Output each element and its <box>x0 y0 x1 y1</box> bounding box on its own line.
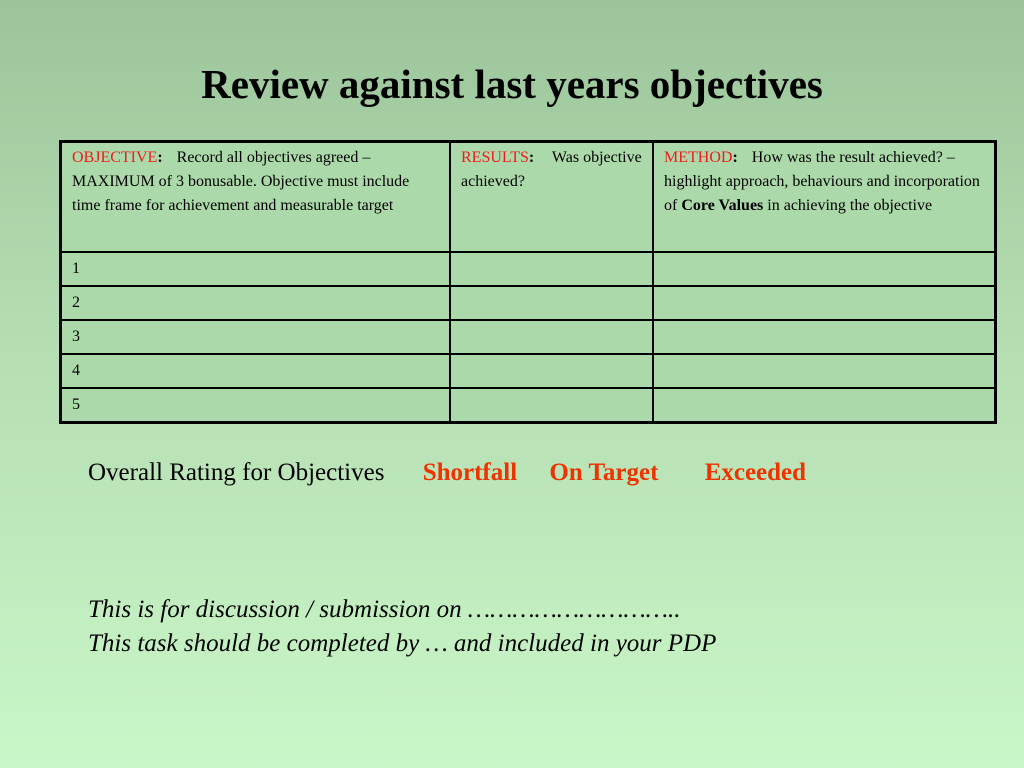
method-cell[interactable] <box>653 286 996 320</box>
method-cell[interactable] <box>653 388 996 423</box>
overall-rating-line <box>88 456 806 490</box>
results-cell[interactable] <box>450 320 653 354</box>
method-header-text: How was the result achieved? – highlight approach, behaviours and incorporation of <box>664 149 980 214</box>
objective-cell[interactable]: 5 <box>61 388 451 423</box>
table-row <box>61 252 996 286</box>
results-header-colon: : <box>528 149 535 166</box>
method-cell[interactable] <box>653 320 996 354</box>
rating-option-on-target[interactable]: On Target <box>549 459 659 486</box>
objective-header-label: OBJECTIVE <box>72 149 158 166</box>
page-title: Review against last years objectives <box>201 61 823 107</box>
objective-cell[interactable]: 2 <box>61 286 451 320</box>
method-header-colon: : <box>732 149 738 166</box>
objective-header-cell <box>61 142 451 253</box>
objectives-table <box>59 140 997 424</box>
method-header-text-end: in achieving the objective <box>767 197 933 214</box>
core-values-text: Core Values <box>681 197 764 214</box>
results-header-text: Was objective achieved? <box>461 149 642 190</box>
method-header-cell <box>653 142 996 253</box>
overall-rating-label: Overall Rating for Objectives <box>88 459 385 486</box>
objective-header-colon: : <box>157 149 163 166</box>
results-cell[interactable] <box>450 286 653 320</box>
table-row <box>61 388 996 423</box>
table-row <box>61 320 996 354</box>
table-row <box>61 354 996 388</box>
results-header-label: RESULTS <box>461 149 529 166</box>
results-cell[interactable] <box>450 354 653 388</box>
completion-note: This task should be completed by … and included in your PDP <box>88 630 717 657</box>
results-cell[interactable] <box>450 388 653 423</box>
results-header-cell <box>450 142 653 253</box>
objective-cell[interactable]: 1 <box>61 252 451 286</box>
rating-option-exceeded[interactable]: Exceeded <box>704 459 807 486</box>
submission-note: This is for discussion / submission on ……………………….. <box>88 596 681 623</box>
results-cell[interactable] <box>450 252 653 286</box>
rating-option-shortfall[interactable]: Shortfall <box>422 459 518 486</box>
method-cell[interactable] <box>653 252 996 286</box>
objective-cell[interactable]: 4 <box>61 354 451 388</box>
method-cell[interactable] <box>653 354 996 388</box>
objective-header-text: Record all objectives agreed – MAXIMUM of 3 bonusable. Objective must include time frame for achievement and measurable target <box>72 149 410 214</box>
method-header-label: METHOD <box>664 149 733 166</box>
table-row <box>61 286 996 320</box>
table-header-row <box>61 142 996 253</box>
objective-cell[interactable]: 3 <box>61 320 451 354</box>
